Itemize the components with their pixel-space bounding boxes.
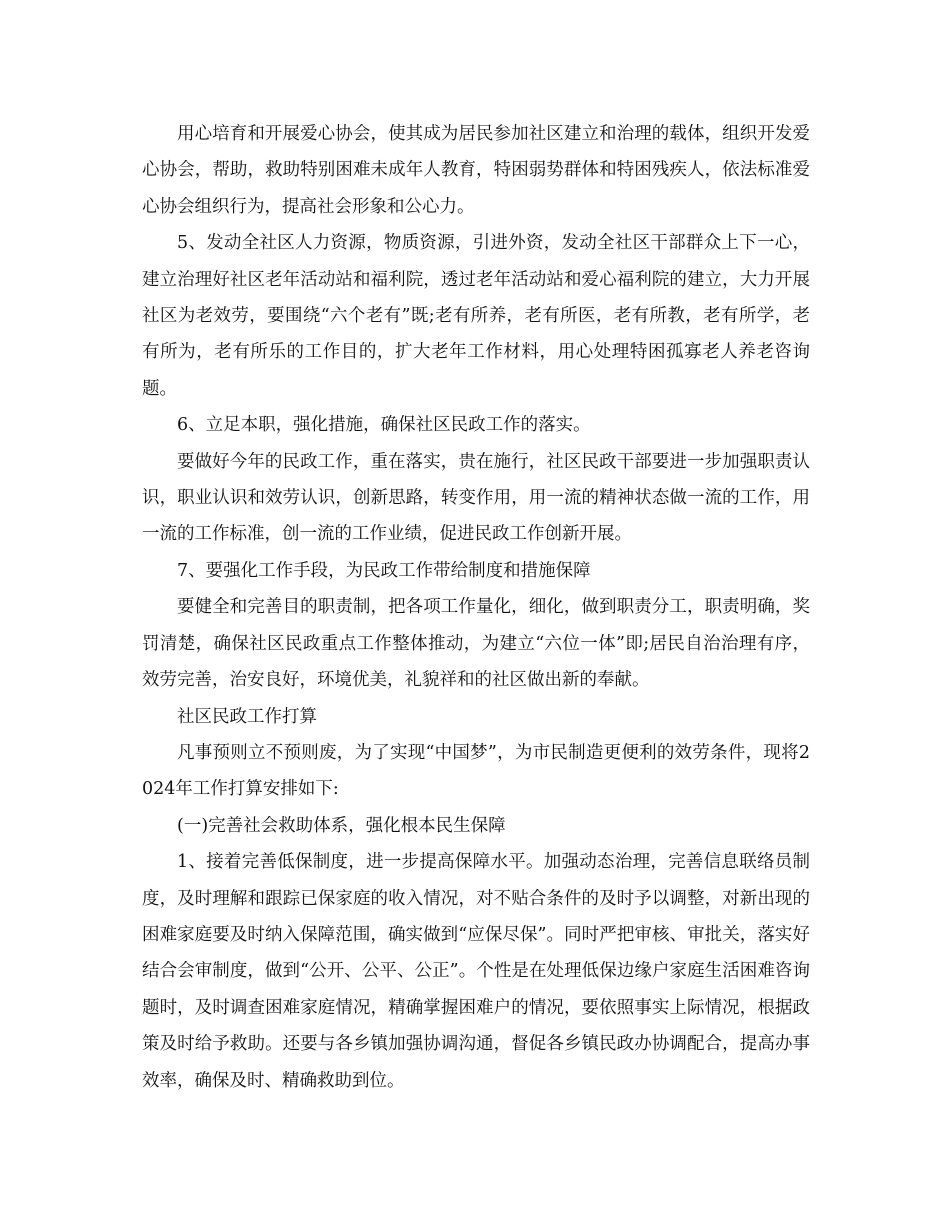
paragraph-love-association: 用心培育和开展爱心协会，使其成为居民参加社区建立和治理的载体，组织开发爱心协会，帮助，救助特别困难未成年人教育，特困弱势群体和特困残疾人，依法标准爱心协会组织行为，提高社会形象和公心力。 [142,124,810,217]
paragraph-intro: 凡事预则立不预则废，为了实现“中国梦”，为市民制造更便利的效劳条件，现将2024年工作打算安排如下: [142,742,810,800]
paragraph-responsibility: 要健全和完善目的职责制，把各项工作量化，细化，做到职责分工，职责明确，奖罚清楚，确保社区民政重点工作整体推动，为建立“六位一体”即;居民自治治理有序，效劳完善，治安良好，环境优美，礼貌祥和的社区做出新的奉献。 [142,597,810,691]
paragraph-implementation: 要做好今年的民政工作，重在落实，贵在施行，社区民政干部要进一步加强职责认识，职业认识和效劳认识，创新思路，转变作用，用一流的精神状态做一流的工作，用一流的工作标准，创一流的工作业绩，促进民政工作创新开展。 [142,451,810,545]
paragraph-item-1: 1、接着完善低保制度，进一步提高保障水平。加强动态治理，完善信息联络员制度，及时理解和跟踪已保家庭的收入情况，对不贴合条件的及时予以调整，对新出现的困难家庭要及时纳入保障范围，确实做到“应保尽保”。同时严把审核、审批关，落实好结合会审制度，做到“公开、公平、公正”。个性是在处理低保边缘户家庭生活困难咨询题时，及时调查困难家庭情况，精确掌握困难户的情况，要依照事实上际情况，根据政策及时给予救助。还要与各乡镇加强协调沟通，督促各乡镇民政办协调配合，提高办事效率，确保及时、精确救助到位。 [142,852,810,1091]
paragraph-item-7: 7、要强化工作手段，为民政工作带给制度和措施保障 [177,560,591,581]
subsection-heading: (一)完善社会救助体系，强化根本民生保障 [177,815,506,836]
paragraph-item-5: 5、发动全社区人力资源，物质资源，引进外资，发动全社区干部群众上下一心，建立治理好社区老年活动站和福利院，透过老年活动站和爱心福利院的建立，大力开展社区为老效劳，要围绕“六个老有”既;老有所养，老有所医，老有所教，老有所学，老有所为，老有所乐的工作目的，扩大老年工作材料，用心处理特困孤寡老人养老咨询题。 [142,233,810,399]
section-heading: 社区民政工作打算 [177,706,317,727]
paragraph-item-6: 6、立足本职，强化措施，确保社区民政工作的落实。 [177,415,591,436]
document-body [142,116,810,1099]
